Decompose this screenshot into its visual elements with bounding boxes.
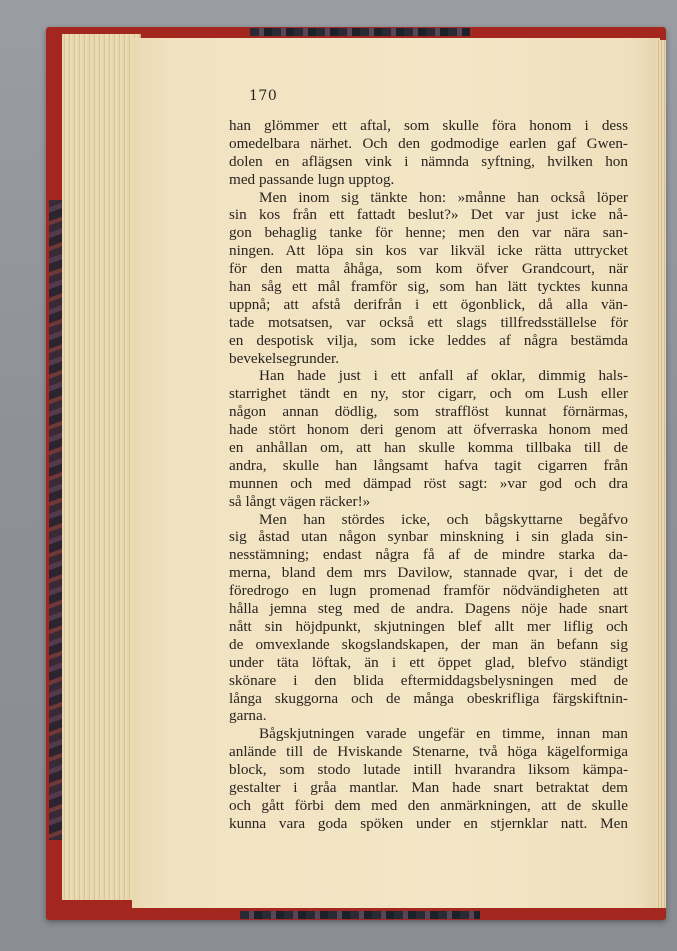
text-line: andra, skulle han långsamt hafva tagit cigarren från — [229, 456, 628, 474]
text-line: nesstämning; endast några få af de mindre starka da- — [229, 546, 628, 564]
text-line: garna. — [229, 707, 267, 725]
text-line: ningen. Att löpa sin kos var likväl icke rätta uttrycket — [229, 242, 628, 260]
body-text — [229, 117, 628, 833]
text-line: någon annan dödlig, som strafflöst kunnat förnärmas, — [229, 403, 628, 421]
marbled-edge-top — [250, 28, 470, 36]
page-stack-right — [656, 40, 666, 908]
text-line: och gått förbi dem med den anmärkningen, att de skulle — [229, 796, 628, 814]
text-line: skönare i den blida eftermiddagsbelysningen med de — [229, 671, 628, 689]
text-line: Han hade just i ett anfall af oklar, dimmig hals- — [259, 367, 628, 385]
text-line: uppnå; att afstå derifrån i ett ögonblick, då alla vän- — [229, 295, 628, 313]
text-line: gestalter i gråa mantlar. Man hade snart betraktat dem — [229, 778, 628, 796]
text-line: dolen en aflägsen vink i nämnda syftning, hvilken hon — [229, 152, 628, 170]
text-line: Men han stördes icke, och bågskyttarne begåfvo — [259, 510, 628, 528]
text-line: långa skuggorna och de många obeskrifliga färgskiftnin- — [229, 689, 628, 707]
page-number: 170 — [249, 88, 278, 104]
text-line: med passande lugn upptog. — [229, 170, 395, 188]
text-line: så långt vägen räcker!» — [229, 492, 371, 510]
page-stack-edges — [62, 34, 141, 900]
text-line: tade motsatsen, var också ett slags tillfredsställelse för — [229, 313, 628, 331]
text-line: anlände till de Hviskande Stenarne, två höga kägelformiga — [229, 743, 628, 761]
text-line: föredrogo en lugn promenad framför nödvändigheten att — [229, 582, 628, 600]
text-line: starrighet tändt en ny, stor cigarr, och om Lush eller — [229, 385, 628, 403]
text-line: de omvexlande skogslandskapen, der man än befann sig — [229, 635, 628, 653]
text-line: kunna vara goda spöken under en stjernklar natt. Men — [229, 814, 628, 832]
text-line: nått sin höjdpunkt, skjutningen blef allt mer liflig och — [229, 617, 628, 635]
text-line: Bågskjutningen varade ungefär en timme, innan man — [259, 725, 628, 743]
text-line: Men inom sig tänkte hon: »månne han också löper — [259, 188, 628, 206]
text-line: under täta löftak, än i ett öppet glad, blefvo ständigt — [229, 653, 628, 671]
text-line: block, som stodo lutade intill hvarandra liksom kämpa- — [229, 761, 628, 779]
text-line: merna, bland dem mrs Davilow, stannade qvar, i det de — [229, 564, 628, 582]
text-line: för den matta åhåga, som kom öfver Grandcourt, när — [229, 260, 628, 278]
text-line: munnen och med dämpad röst sagt: »var god och dra — [229, 474, 628, 492]
text-line: hade stört honom deri genom att öfverraska honom med — [229, 421, 628, 439]
text-line: han glömmer ett aftal, som skulle föra honom i dess — [229, 117, 628, 134]
text-line: sig åstad utan någon synbar minskning i sin glada sin- — [229, 528, 628, 546]
text-line: sin kos från ett fattadt beslut?» Det var just icke nå- — [229, 206, 628, 224]
text-line: bevekelsegrunder. — [229, 349, 340, 367]
text-line: han såg ett mål framför sig, som han lätt tycktes kunna — [229, 278, 628, 296]
text-line: hålla jemna steg med de andra. Dagens nöje hade snart — [229, 600, 628, 618]
text-line: en despotisk vilja, som icke leddes af några bestämda — [229, 331, 628, 349]
marbled-edge-bottom — [240, 911, 480, 919]
text-line: gon behaglig tanke för henne; men den var nära san- — [229, 224, 628, 242]
text-line: en anhållan om, att han skulle komma tillbaka till de — [229, 439, 628, 457]
text-line: omedelbara närhet. Och den godmodige earlen gaf Gwen- — [229, 134, 628, 152]
